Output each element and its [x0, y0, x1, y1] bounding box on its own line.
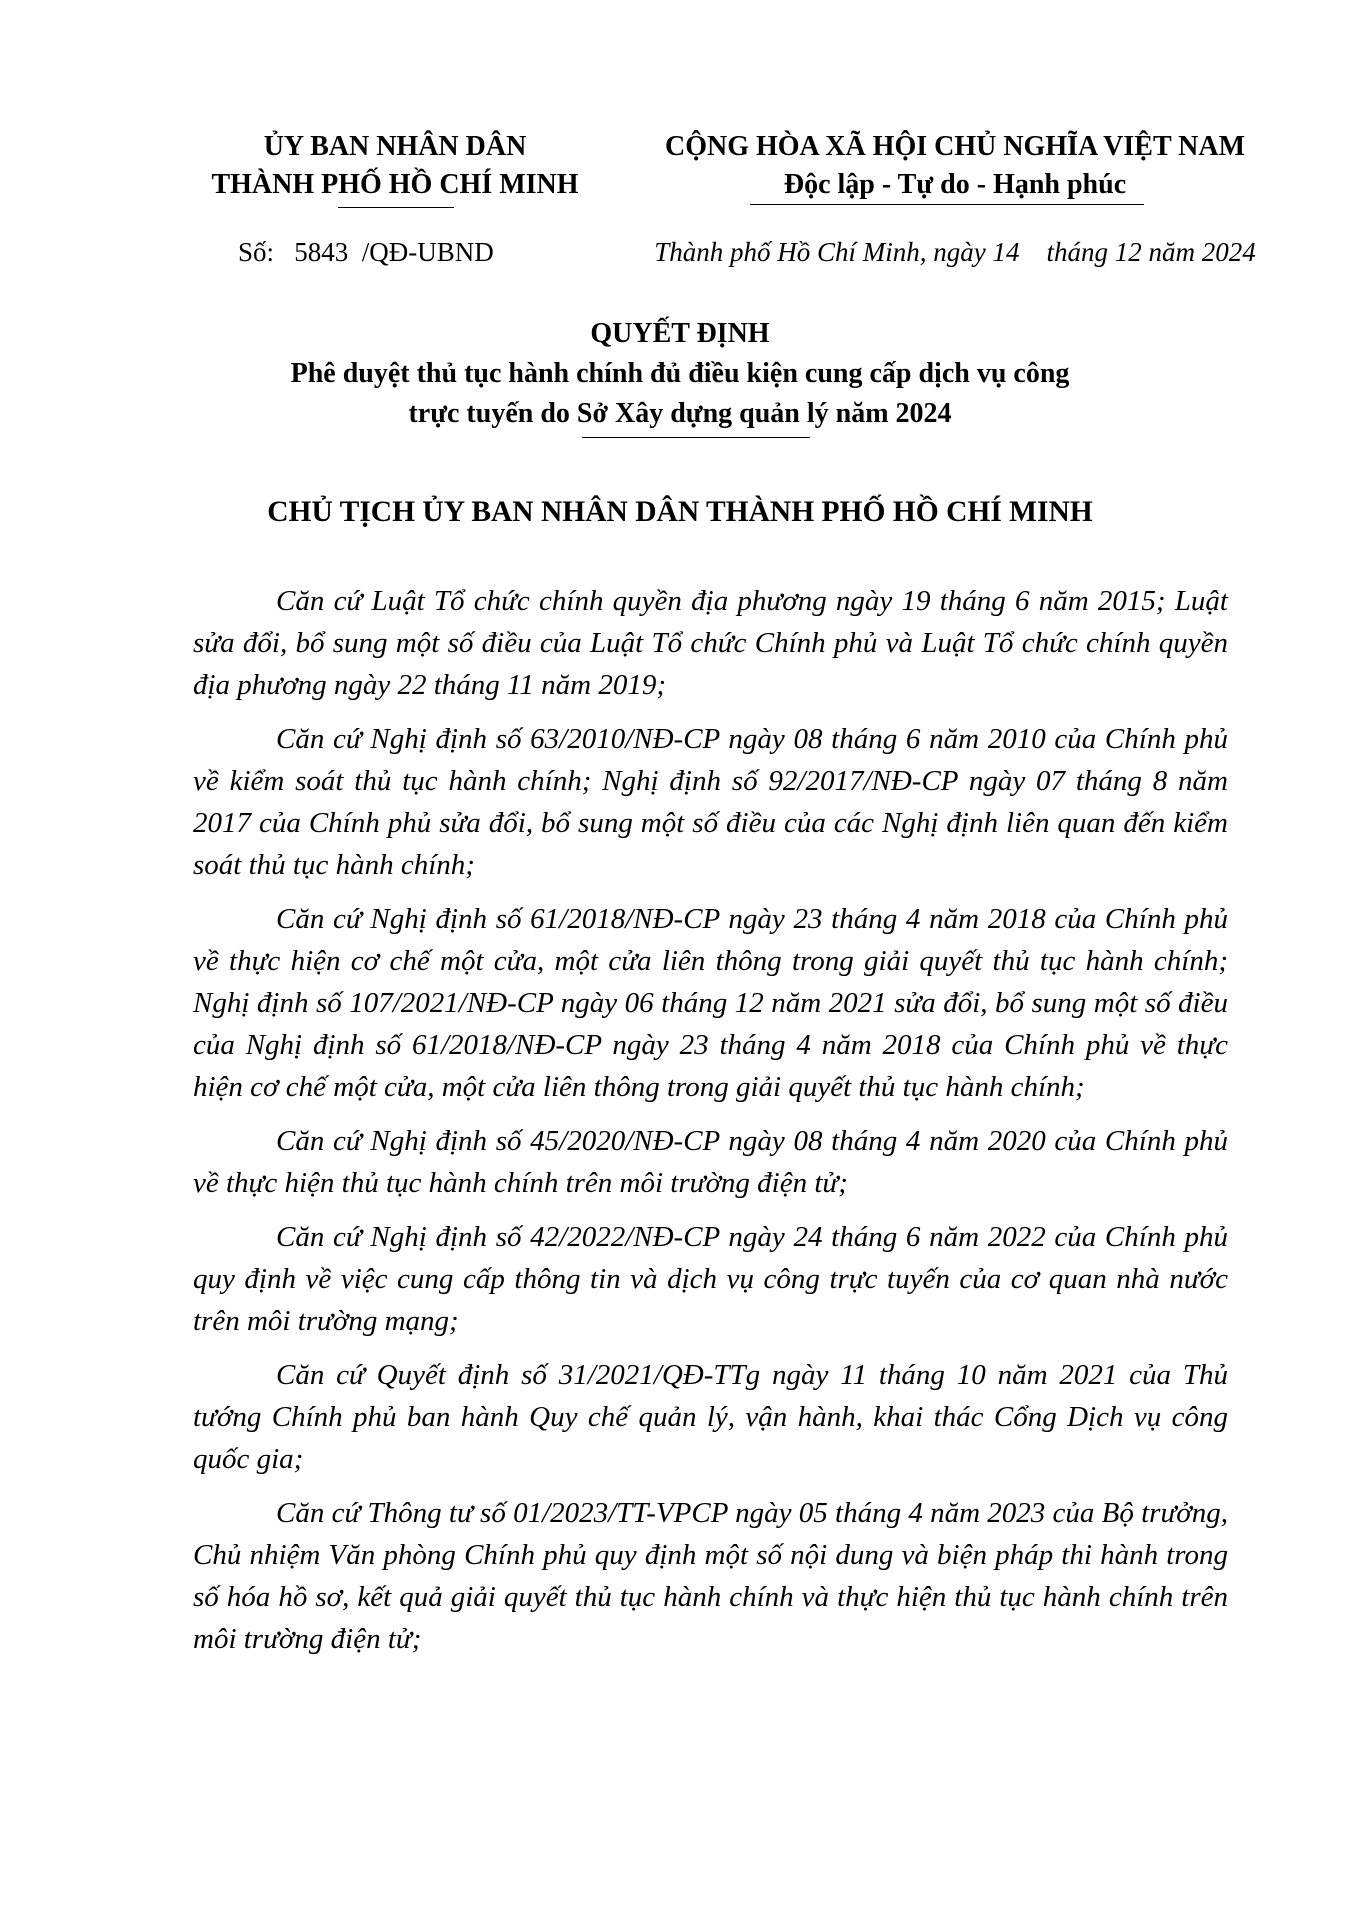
agency-line-1: ỦY BAN NHÂN DÂN — [263, 131, 527, 162]
document-title — [180, 314, 1180, 434]
title-underline — [582, 437, 810, 438]
national-motto — [610, 128, 1300, 204]
legal-basis-paragraph: Căn cứ Nghị định số 63/2010/NĐ-CP ngày 08 tháng 6 năm 2010 của Chính phủ về kiểm soát thủ tục hành chính; Nghị định số 92/2017/NĐ-CP ngày 07 tháng 8 năm 2017 của Chính phủ sửa đổi, bổ sung một số điều của các Nghị định liên quan đến kiểm soát thủ tục hành chính; — [193, 723, 1228, 881]
legal-basis-paragraph: Căn cứ Nghị định số 45/2020/NĐ-CP ngày 08 tháng 4 năm 2020 của Chính phủ về thực hiện thủ tục hành chính trên môi trường điện tử; — [193, 1125, 1228, 1199]
title-line-1: Phê duyệt thủ tục hành chính đủ điều kiện cung cấp dịch vụ công — [290, 358, 1070, 389]
title-line-2: trực tuyến do Sở Xây dựng quản lý năm 2024 — [408, 398, 952, 429]
issuing-authority: CHỦ TỊCH ỦY BAN NHÂN DÂN THÀNH PHỐ HỒ CHÍ MINH — [267, 496, 1093, 528]
agency-underline — [338, 207, 454, 208]
motto-underline — [750, 204, 1144, 205]
place-and-date: Thành phố Hồ Chí Minh, ngày 14 tháng 12 năm 2024 — [654, 237, 1256, 267]
title-heading: QUYẾT ĐỊNH — [590, 318, 770, 349]
legal-basis-paragraph: Căn cứ Thông tư số 01/2023/TT-VPCP ngày 05 tháng 4 năm 2023 của Bộ trưởng, Chủ nhiệm Văn phòng Chính phủ quy định một số nội dung và biện pháp thi hành trong số hóa hồ sơ, kết quả giải quyết thủ tục hành chính và thực hiện thủ tục hành chính trên môi trường điện tử; — [193, 1497, 1229, 1655]
legal-basis-paragraph: Căn cứ Quyết định số 31/2021/QĐ-TTg ngày 11 tháng 10 năm 2021 của Thủ tướng Chính phủ ban hành Quy chế quản lý, vận hành, khai thác Cổng Dịch vụ công quốc gia; — [193, 1359, 1228, 1475]
agency-line-2: THÀNH PHỐ HỒ CHÍ MINH — [211, 169, 579, 200]
document-number: Số: 5843 /QĐ-UBND — [238, 237, 494, 267]
legal-basis-paragraph: Căn cứ Nghị định số 42/2022/NĐ-CP ngày 24 tháng 6 năm 2022 của Chính phủ quy định về việc cung cấp thông tin và dịch vụ công trực tuyến của cơ quan nhà nước trên môi trường mạng; — [193, 1221, 1228, 1337]
issuing-agency — [180, 128, 610, 204]
legal-basis — [193, 580, 1228, 1672]
country-name: CỘNG HÒA XÃ HỘI CHỦ NGHĨA VIỆT NAM — [664, 131, 1246, 162]
motto: Độc lập - Tự do - Hạnh phúc — [783, 169, 1127, 200]
legal-basis-paragraph: Căn cứ Nghị định số 61/2018/NĐ-CP ngày 23 tháng 4 năm 2018 của Chính phủ về thực hiện cơ chế một cửa, một cửa liên thông trong giải quyết thủ tục hành chính; Nghị định số 107/2021/NĐ-CP ngày 06 tháng 12 năm 2021 sửa đổi, bổ sung một số điều của Nghị định số 61/2018/NĐ-CP ngày 23 tháng 4 năm 2018 của Chính phủ về thực hiện cơ chế một cửa, một cửa liên thông trong giải quyết thủ tục hành chính; — [193, 903, 1228, 1103]
legal-basis-paragraph: Căn cứ Luật Tổ chức chính quyền địa phương ngày 19 tháng 6 năm 2015; Luật sửa đổi, bổ sung một số điều của Luật Tổ chức Chính phủ và Luật Tổ chức chính quyền địa phương ngày 22 tháng 11 năm 2019; — [193, 585, 1228, 701]
